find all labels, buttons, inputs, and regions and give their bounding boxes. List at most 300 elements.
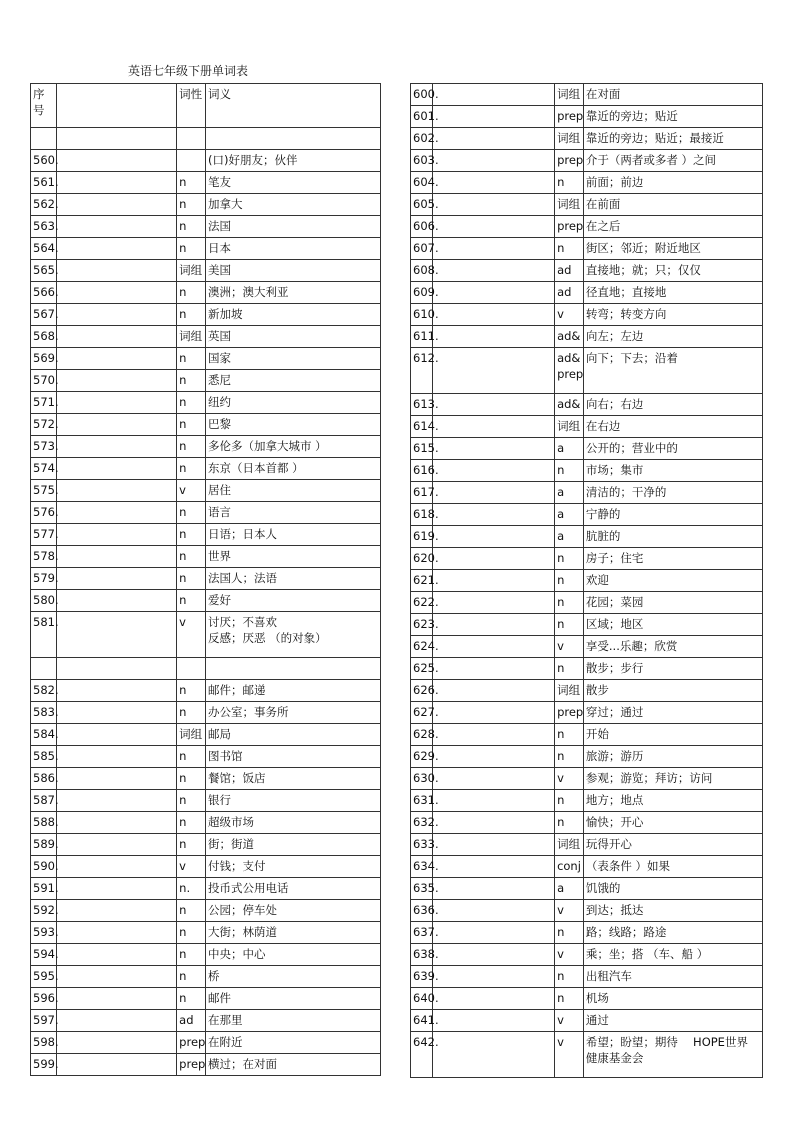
part-of-speech-cell [555,526,584,548]
meaning-text: 饥饿的 [585,881,621,895]
word-cell [56,724,176,746]
meaning-cell [583,482,762,504]
number-cell [411,658,439,680]
word-cell [56,194,176,216]
table-row [31,128,381,150]
meaning-cell [583,790,762,812]
meaning-cell [205,414,380,436]
number-text: 585. [33,749,59,763]
meaning-cell [583,194,762,216]
part-of-speech-cell [555,570,584,592]
number-cell [411,260,439,282]
number-text: 587. [33,793,59,807]
table-row [411,900,763,922]
meaning-cell [205,680,380,702]
part-of-speech-cell [177,480,206,502]
part-of-speech-cell [177,326,206,348]
part-of-speech-cell [177,128,206,150]
table-row [31,480,381,502]
meaning-text: 街；街道 [207,837,254,851]
meaning-text: 投币式公用电话 [207,881,289,895]
part-of-speech-cell [555,966,584,988]
number-cell [31,680,57,702]
meaning-text: 办公室；事务所 [207,705,289,719]
meaning-text: 国家 [207,351,231,365]
number-text: 599. [33,1057,59,1071]
number-cell [411,194,439,216]
meaning-text: 在附近 [207,1035,243,1049]
word-cell [56,878,176,900]
part-of-speech-cell [177,436,206,458]
number-text: 577. [33,527,59,541]
table-row [411,658,763,680]
number-cell [411,128,439,150]
meaning-cell [583,812,762,834]
meaning-cell [583,636,762,658]
meaning-cell [583,150,762,172]
part-of-speech-cell [177,612,206,658]
meaning-cell [205,172,380,194]
word-cell [56,1054,176,1076]
number-cell [411,482,439,504]
meaning-cell [205,812,380,834]
number-cell [411,348,439,394]
meaning-cell [205,502,380,524]
table-row [31,944,381,966]
word-cell [56,966,176,988]
part-of-speech-text: prep [557,705,584,719]
word-cell [56,1032,176,1054]
word-cell [56,480,176,502]
word-cell [56,680,176,702]
table-row [411,172,763,194]
meaning-cell [205,612,380,658]
part-of-speech-text: n [179,749,187,763]
meaning-cell [583,128,762,150]
part-of-speech-cell [555,482,584,504]
part-of-speech-text: v [179,859,186,873]
part-of-speech-cell [177,172,206,194]
meaning-text: 日本 [207,241,231,255]
meaning-cell [583,834,762,856]
table-row [31,856,381,878]
part-of-speech-text: n [179,593,187,607]
number-cell [31,590,57,612]
table-row [31,260,381,282]
meaning-text: 加拿大 [207,197,243,211]
number-text: 581. [33,615,59,629]
number-text: 598. [33,1035,59,1049]
number-cell [411,84,439,106]
meaning-text: 清洁的；干净的 [585,485,667,499]
table-row [411,526,763,548]
part-of-speech-text: v [179,615,186,629]
meaning-text: 开始 [585,727,609,741]
number-text: 575. [33,483,59,497]
number-text: 615. [413,441,439,455]
part-of-speech-text: n [179,969,187,983]
word-cell [432,260,554,282]
word-cell [432,636,554,658]
meaning-text: 邮件 [207,991,231,1005]
number-text: 630. [413,771,439,785]
meaning-text: 日语；日本人 [207,527,277,541]
part-of-speech-text: n [557,241,565,255]
part-of-speech-text: n [179,903,187,917]
number-text: 580. [33,593,59,607]
word-cell [432,416,554,438]
number-text: 625. [413,661,439,675]
meaning-text: 直接地；就；只；仅仅 [585,263,701,277]
meaning-text: 路；线路；路途 [585,925,667,939]
number-text: 634. [413,859,439,873]
part-of-speech-text: n [557,175,565,189]
word-cell [56,326,176,348]
word-cell [432,592,554,614]
table-row [31,304,381,326]
word-cell [432,172,554,194]
number-text: 604. [413,175,439,189]
meaning-text: 花园；菜园 [585,595,644,609]
word-cell [56,768,176,790]
number-text: 642. [413,1035,439,1049]
part-of-speech-text: 词组 [179,727,203,741]
table-row [411,1010,763,1032]
number-text: 596. [33,991,59,1005]
word-cell [56,546,176,568]
meaning-cell [205,658,380,680]
part-of-speech-text: ad [557,285,572,299]
meaning-text: 市场；集市 [585,463,644,477]
part-of-speech-text: a [557,529,565,543]
meaning-text: 健康基金会 [585,1051,644,1065]
number-cell [31,834,57,856]
part-of-speech-text: v [557,903,564,917]
part-of-speech-cell [177,1054,206,1076]
meaning-text: 介于（两者或多者 ）之间 [585,153,717,167]
number-text: 639. [413,969,439,983]
number-cell [31,812,57,834]
number-cell [31,546,57,568]
meaning-text: 澳洲；澳大利亚 [207,285,289,299]
meaning-cell [205,370,380,392]
table-row [31,878,381,900]
table-row [411,988,763,1010]
part-of-speech-text: 词组 [179,329,203,343]
word-cell [56,172,176,194]
number-cell [411,216,439,238]
part-of-speech-text: n [557,661,565,675]
number-cell [411,504,439,526]
part-of-speech-text: a [557,881,565,895]
meaning-text: 出租汽车 [585,969,632,983]
meaning-text: 肮脏的 [585,529,621,543]
number-text: 595. [33,969,59,983]
meaning-text: 享受...乐趣；欣赏 [585,639,678,653]
part-of-speech-text: v [557,1013,564,1027]
table-row [31,658,381,680]
number-text: 603. [413,153,439,167]
part-of-speech-cell [555,702,584,724]
word-table-left [30,83,381,1076]
word-cell [432,326,554,348]
word-cell [56,590,176,612]
word-cell [432,570,554,592]
word-cell [56,348,176,370]
part-of-speech-cell [555,658,584,680]
word-table-right [410,83,763,1078]
meaning-text: （表条件 ）如果 [585,859,671,873]
number-cell [411,1010,439,1032]
table-row [411,482,763,504]
number-text: 564. [33,241,59,255]
part-of-speech-text: n [179,793,187,807]
word-cell [56,900,176,922]
number-text: 636. [413,903,439,917]
table-row [411,724,763,746]
part-of-speech-cell [555,194,584,216]
meaning-cell [583,922,762,944]
word-cell [56,988,176,1010]
number-cell [31,944,57,966]
word-cell [432,128,554,150]
meaning-cell [583,856,762,878]
part-of-speech-text: n [557,991,565,1005]
part-of-speech-cell [177,392,206,414]
part-of-speech-text: ad& [557,329,581,343]
table-row [31,966,381,988]
part-of-speech-text: n [179,285,187,299]
meaning-text: 机场 [585,991,609,1005]
part-of-speech-text: ad [557,263,572,277]
number-text: 609. [413,285,439,299]
number-text: 579. [33,571,59,585]
part-of-speech-cell [177,524,206,546]
table-row [31,768,381,790]
number-text: 573. [33,439,59,453]
meaning-cell [583,282,762,304]
part-of-speech-cell [555,304,584,326]
part-of-speech-cell [177,1032,206,1054]
number-cell [411,172,439,194]
meaning-text: 在右边 [585,419,621,433]
meaning-cell [583,84,762,106]
table-row [31,414,381,436]
meaning-cell [583,416,762,438]
word-cell [432,658,554,680]
part-of-speech-cell [555,856,584,878]
meaning-text: 乘；坐；搭 （车、船 ） [585,947,709,961]
word-cell [432,900,554,922]
table-row [411,438,763,460]
word-cell [432,526,554,548]
meaning-text: 英国 [207,329,231,343]
number-text: 586. [33,771,59,785]
meaning-cell [205,260,380,282]
number-text: 567. [33,307,59,321]
number-cell [411,900,439,922]
number-text: 589. [33,837,59,851]
number-cell [411,812,439,834]
number-cell [411,878,439,900]
part-of-speech-cell [555,900,584,922]
word-cell [56,922,176,944]
word-cell [432,922,554,944]
part-of-speech-cell [555,614,584,636]
word-cell [432,768,554,790]
number-cell [31,348,57,370]
meaning-cell [205,900,380,922]
number-text: 621. [413,573,439,587]
number-text: 602. [413,131,439,145]
part-of-speech-text: n [179,373,187,387]
number-text: 593. [33,925,59,939]
meaning-cell [583,216,762,238]
table-row [31,746,381,768]
part-of-speech-text: n [179,219,187,233]
part-of-speech-cell [177,790,206,812]
table-row [31,1054,381,1076]
part-of-speech-text: 词组 [179,263,203,277]
meaning-text: 公开的；营业中的 [585,441,678,455]
word-cell [56,282,176,304]
table-row [411,282,763,304]
word-cell [432,460,554,482]
table-row [31,524,381,546]
part-of-speech-text: a [557,441,565,455]
number-text: 565. [33,263,59,277]
number-text: 574. [33,461,59,475]
number-text: 588. [33,815,59,829]
number-text: 611. [413,329,439,343]
part-of-speech-text: a [557,507,565,521]
part-of-speech-cell [177,680,206,702]
word-cell [432,1010,554,1032]
word-cell [56,812,176,834]
part-of-speech-text: n [179,417,187,431]
meaning-text: 靠近的旁边；贴近；最接近 [585,131,724,145]
meaning-text: 法国人；法语 [207,571,277,585]
meaning-text: 邮局 [207,727,231,741]
meaning-cell [583,394,762,416]
part-of-speech-cell [555,790,584,812]
part-of-speech-text: v [557,639,564,653]
number-cell [31,856,57,878]
number-cell [411,614,439,636]
part-of-speech-cell [555,944,584,966]
part-of-speech-cell [177,150,206,172]
table-row [411,106,763,128]
part-of-speech-cell [177,702,206,724]
meaning-cell [583,172,762,194]
meaning-cell [205,194,380,216]
meaning-cell [583,1010,762,1032]
part-of-speech-cell [555,592,584,614]
number-cell [411,394,439,416]
word-cell [56,436,176,458]
part-of-speech-cell [177,194,206,216]
number-text: 600. [413,87,439,101]
part-of-speech-cell [555,680,584,702]
number-cell [31,392,57,414]
table-row [31,724,381,746]
part-of-speech-text: n [179,395,187,409]
part-of-speech-cell [177,260,206,282]
meaning-text: 穿过；通过 [585,705,644,719]
meaning-text: 新加坡 [207,307,243,321]
part-of-speech-text: 词组 [557,197,581,211]
part-of-speech-cell [177,988,206,1010]
meaning-cell [583,878,762,900]
part-of-speech-cell [177,590,206,612]
number-cell [411,282,439,304]
number-text: 605. [413,197,439,211]
number-text: 626. [413,683,439,697]
part-of-speech-text: prep [179,1057,206,1071]
number-cell [411,856,439,878]
meaning-text: 中央；中心 [207,947,266,961]
meaning-text: 图书馆 [207,749,243,763]
table-row [411,570,763,592]
table-row [411,460,763,482]
meaning-cell [205,768,380,790]
part-of-speech-text: 词组 [557,419,581,433]
number-cell [31,790,57,812]
part-of-speech-text: n. [179,881,191,895]
part-of-speech-cell [555,128,584,150]
part-of-speech-cell [177,812,206,834]
part-of-speech-cell [555,460,584,482]
part-of-speech-cell [555,84,584,106]
table-row [31,702,381,724]
part-of-speech-cell [555,150,584,172]
word-cell [432,878,554,900]
number-text: 633. [413,837,439,851]
table-row [411,614,763,636]
part-of-speech-text: n [557,727,565,741]
number-text: 612. [413,351,439,365]
part-of-speech-text: a [557,485,565,499]
meaning-cell [205,524,380,546]
number-text: 617. [413,485,439,499]
word-cell [56,392,176,414]
table-row [31,900,381,922]
number-text: 635. [413,881,439,895]
number-cell [31,282,57,304]
word-cell [56,304,176,326]
word-cell [56,370,176,392]
part-of-speech-cell [177,414,206,436]
table-row [31,812,381,834]
meaning-cell [583,592,762,614]
table-row [411,128,763,150]
meaning-cell [205,436,380,458]
meaning-text: 宁静的 [585,507,621,521]
meaning-cell [205,1010,380,1032]
part-of-speech-text: n [557,815,565,829]
part-of-speech-cell [177,304,206,326]
word-cell [56,238,176,260]
word-cell [432,834,554,856]
part-of-speech-cell [177,502,206,524]
word-cell [432,724,554,746]
number-text: 641. [413,1013,439,1027]
meaning-text: 邮件；邮递 [207,683,266,697]
meaning-text: 散步 [585,683,609,697]
table-row [411,194,763,216]
part-of-speech-text: prep [557,219,584,233]
meaning-cell [205,568,380,590]
